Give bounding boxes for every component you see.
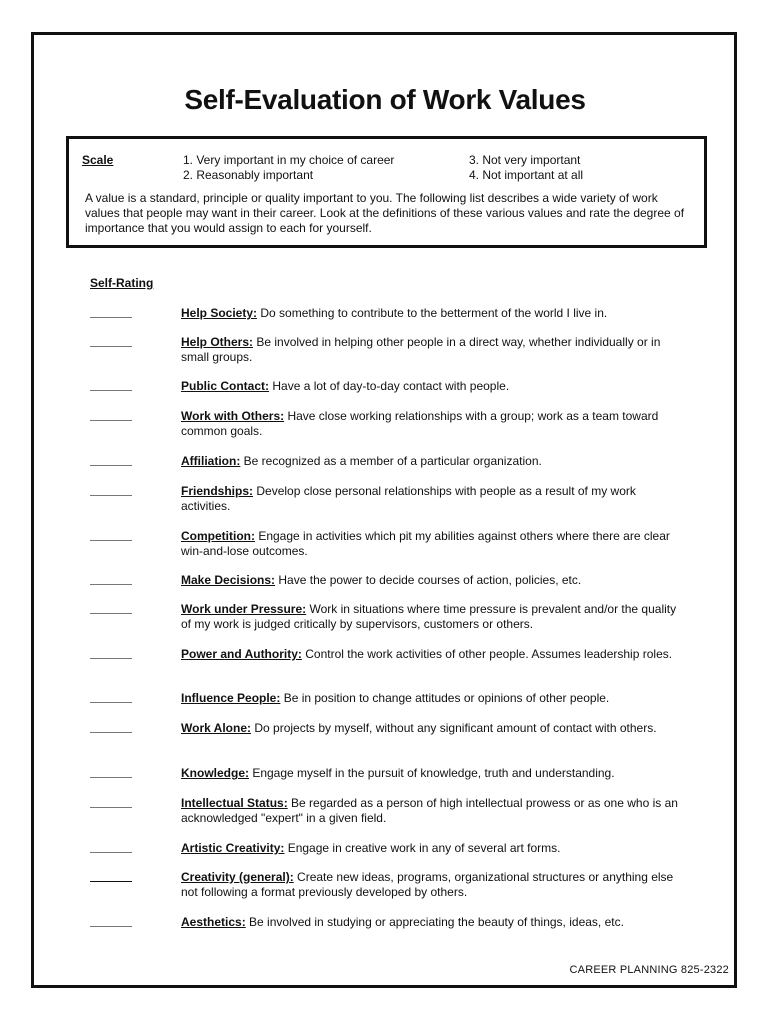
- value-definition: [181, 766, 681, 781]
- value-name: Work under Pressure:: [181, 602, 307, 616]
- rating-blank-line[interactable]: [90, 702, 132, 703]
- value-name: Friendships:: [181, 484, 254, 498]
- scale-item-3: 3. Not very important: [469, 153, 581, 167]
- value-description: Have the power to decide courses of action, policies, etc.: [275, 573, 582, 587]
- value-description: Engage myself in the pursuit of knowledge, truth and understanding.: [249, 766, 615, 780]
- rating-blank-line[interactable]: [90, 495, 132, 496]
- value-description: Be involved in studying or appreciating the beauty of things, ideas, etc.: [245, 915, 624, 929]
- value-description: Be involved in helping other people in a direct way, whether individually or in small groups.: [181, 335, 661, 364]
- rating-blank-line[interactable]: [90, 390, 132, 391]
- value-name: Intellectual Status:: [181, 796, 288, 810]
- value-name: Artistic Creativity:: [181, 841, 285, 855]
- value-description: Be regarded as a person of high intellectual prowess or as one who is an acknowledged "expert" in a given field.: [181, 796, 678, 825]
- value-definition: [181, 573, 681, 588]
- value-definition: [181, 796, 681, 826]
- value-name: Competition:: [181, 529, 255, 543]
- rating-blank-line[interactable]: [90, 420, 132, 421]
- value-definition: [181, 379, 681, 394]
- value-name: Affiliation:: [181, 454, 241, 468]
- rating-blank-line[interactable]: [90, 852, 132, 853]
- value-description: Have a lot of day-to-day contact with people.: [269, 379, 510, 393]
- value-definition: [181, 721, 681, 736]
- value-description: Be in position to change attitudes or opinions of other people.: [280, 691, 610, 705]
- value-description: Be recognized as a member of a particular organization.: [240, 454, 542, 468]
- value-definition: [181, 647, 681, 662]
- value-name: Public Contact:: [181, 379, 270, 393]
- value-definition: [181, 306, 681, 321]
- value-description: Do projects by myself, without any significant amount of contact with others.: [251, 721, 657, 735]
- scale-item-1: 1. Very important in my choice of career: [183, 153, 395, 167]
- value-definition: [181, 409, 681, 439]
- rating-blank-line[interactable]: [90, 807, 132, 808]
- rating-blank-line[interactable]: [90, 540, 132, 541]
- scale-item-2: 2. Reasonably important: [183, 168, 314, 182]
- value-definition: [181, 484, 681, 514]
- value-name: Help Society:: [181, 306, 258, 320]
- value-description: Have close working relationships with a group; work as a team toward common goals.: [181, 409, 659, 438]
- value-definition: [181, 335, 681, 365]
- value-name: Knowledge:: [181, 766, 249, 780]
- rating-blank-line[interactable]: [90, 346, 132, 347]
- rating-blank-line[interactable]: [90, 658, 132, 659]
- value-description: Create new ideas, programs, organizational structures or anything else not following a format previously developed by others.: [181, 870, 674, 899]
- value-definition: [181, 691, 681, 706]
- value-name: Work Alone:: [181, 721, 252, 735]
- rating-blank-line[interactable]: [90, 613, 132, 614]
- value-name: Work with Others:: [181, 409, 285, 423]
- rating-blank-line[interactable]: [90, 465, 132, 466]
- rating-blank-line[interactable]: [90, 732, 132, 733]
- value-definition: [181, 602, 681, 632]
- value-description: Engage in activities which pit my abilities against others where there are clear win-and-lose outcomes.: [181, 529, 670, 558]
- page-title: Self-Evaluation of Work Values: [184, 84, 586, 115]
- rating-blank-line[interactable]: [90, 777, 132, 778]
- value-definition: [181, 841, 681, 856]
- value-definition: [181, 454, 681, 469]
- value-description: Develop close personal relationships with people as a result of my work activities.: [181, 484, 636, 513]
- scale-label: Scale: [82, 153, 114, 167]
- value-name: Influence People:: [181, 691, 281, 705]
- scale-description: A value is a standard, principle or quality important to you. The following list describes a wide variety of work values that people may want in their career. Look at the definitions of these various values and rate the degree of importance that you would assign to each for yourself.: [85, 191, 685, 235]
- value-name: Aesthetics:: [181, 915, 246, 929]
- rating-blank-line[interactable]: [90, 881, 132, 882]
- value-definition: [181, 870, 681, 900]
- rating-blank-line[interactable]: [90, 584, 132, 585]
- self-rating-header: Self-Rating: [90, 276, 154, 290]
- value-definition: [181, 529, 681, 559]
- value-description: Control the work activities of other people. Assumes leadership roles.: [301, 647, 673, 661]
- value-description: Do something to contribute to the betterment of the world I live in.: [257, 306, 608, 320]
- rating-blank-line[interactable]: [90, 926, 132, 927]
- value-name: Make Decisions:: [181, 573, 276, 587]
- value-name: Help Others:: [181, 335, 254, 349]
- rating-blank-line[interactable]: [90, 317, 132, 318]
- value-description: Engage in creative work in any of several art forms.: [284, 841, 561, 855]
- value-description: Work in situations where time pressure is prevalent and/or the quality of my work is judged critically by supervisors, customers or others.: [181, 602, 677, 631]
- footer-text: CAREER PLANNING 825-2322: [569, 964, 729, 976]
- value-name: Creativity (general):: [181, 870, 294, 884]
- value-definition: [181, 915, 681, 930]
- value-name: Power and Authority:: [181, 647, 302, 661]
- scale-item-4: 4. Not important at all: [469, 168, 584, 182]
